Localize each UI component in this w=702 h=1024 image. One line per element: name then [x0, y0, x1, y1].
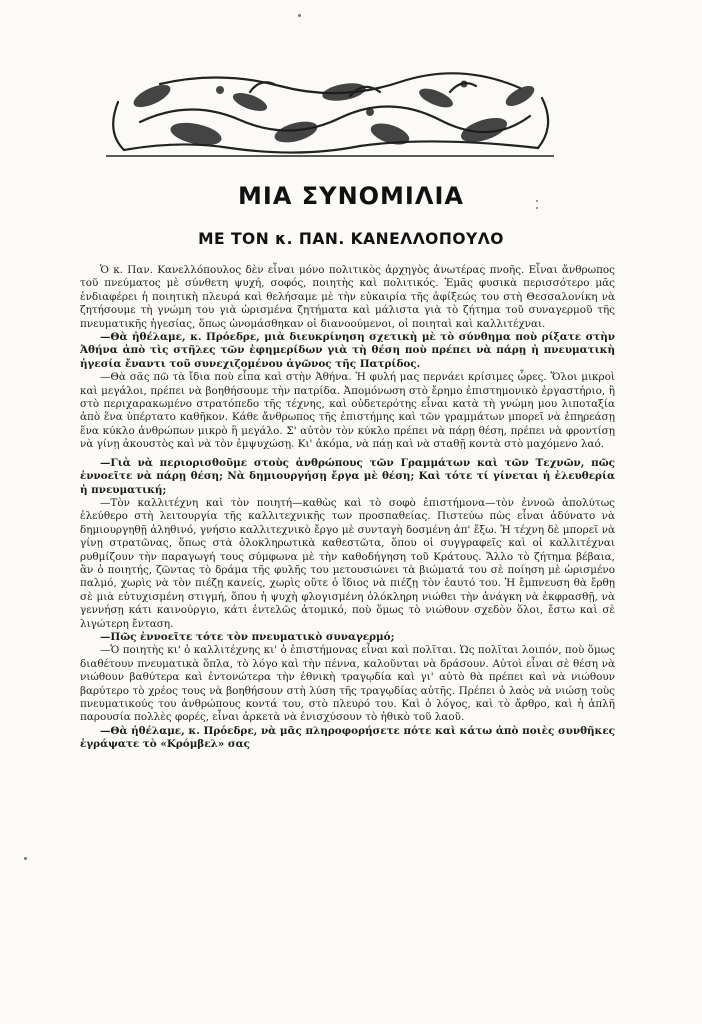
answer-paragraph: —Ὁ ποιητὴς κι' ὁ καλλιτέχνης κι' ὁ ἐπιστήμονας εἶναι καὶ πολῖται. Ὡς πολῖται λοιπόν, ποὺ ὅμως διαθέτουν πνευματικὰ ὅπλα, τὸ λόγο καὶ τὴν πέννα, καλοῦνται νὰ δράσουν. Αὐτοὶ εἶναι σὲ θέση νὰ νιώθουν βαθύτερα καὶ ἐντονώτερα τὴν ἐθνικὴ τραγῳδία καὶ γι' αὐτὸ θὰ πρέπει καὶ νὰ νιώθουν βαρύτερο τὸ χρέος τους νὰ βοηθήσουν στὴ λύση τῆς τραγῳδίας αὐτῆς. Πρέπει ὁ λαὸς νὰ νιώσῃ τοὺς πνευματικούς του ἀνθρώπους κοντά του, στὸ πλευρό του. Καὶ ὁ λόγος, καὶ τὸ ἄρθρο, καὶ ἡ ἁπλῆ παρουσία πολλὲς φορές, εἶναι ἀρκετὰ νὰ ἐνισχύσουν τὸ ἠθικὸ τοῦ λαοῦ.: [80, 644, 615, 724]
answer-paragraph: —Θὰ σᾶς πῶ τὰ ἴδια ποὺ εἶπα καὶ στὴν Ἀθήνα. Ἡ φυλή μας περνάει κρίσιμες ὧρες. Ὅλοι μικροὶ καὶ μεγάλοι, πρέπει νὰ βοηθήσουμε τὴν πατρίδα. Ἀπομόνωση στὸ ἔρημο ἐπιστημονικὸ ἐργαστήριο, ἢ στὸ περιχαρακωμένο στρατόπεδο τῆς τέχνης, καὶ οὐδετερότης εἶναι κατὰ τὴ γνώμη μου λιποταξία ἀπὸ ἕνα ὑπέρτατο καθῆκον. Κάθε ἄνθρωπος τῆς ἐπιστήμης καὶ τῶν γραμμάτων μπορεῖ νὰ ἐπηρεάσῃ ἕνα κύκλο ἀνθρώπων μικρὸ ἢ μεγάλο. Σ' αὐτὸν τὸν κύκλο πρέπει νὰ πάρῃ θέση, πρέπει νὰ φροντίσῃ νὰ γίνῃ ἀκουστὸς καὶ νὰ τὸν ἐμψυχώσῃ. Κι' ἀκόμα, νὰ πάῃ καὶ νὰ σταθῇ κοντὰ στὸ μαχόμενο λαό.: [80, 371, 615, 451]
question-paragraph: —Γιὰ νὰ περιορισθοῦμε στοὺς ἀνθρώπους τῶν Γραμμάτων καὶ τῶν Τεχνῶν, πῶς ἐννοεῖτε νὰ πάρῃ θέση; Νὰ δημιουργήσῃ ἔργα μὲ θέση; Καὶ τότε τί γίνεται ἡ ἐλευθερία ἡ πνευματική;: [80, 456, 615, 496]
article-body: [80, 264, 615, 752]
article-subtitle: ΜΕ ΤΟΝ κ. ΠΑΝ. ΚΑΝΕΛΛΟΠΟΥΛΟ: [198, 230, 504, 248]
answer-paragraph: —Τὸν καλλιτέχνη καὶ τὸν ποιητή—καθὼς καὶ τὸ σοφὸ ἐπιστήμονα—τὸν ἐννοῶ ἀπολύτως ἐλεύθερο στὴ λειτουργία τῆς καλλιτεχνικῆς των προσπαθείας. Πιστεύω πὼς εἶναι ἀδύνατο νὰ δημιουργηθῇ ἀληθινό, γνήσιο καλλιτεχνικὸ ἔργο μὲ συνταγὴ δοσμένη ἀπ' ἔξω. Ἡ τέχνη δὲ μπορεῖ νὰ γίνῃ στρατῶνας, ὅπως στὰ ὁλοκληρωτικὰ καθεστῶτα, ὅπου οἱ συγγραφεῖς καὶ οἱ καλλιτέχναι ρυθμίζουν τὴν παραγωγή τους σύμφωνα μὲ τὴν καθοδήγηση τοῦ Κράτους. Ἄλλο τὸ ζήτημα βέβαια, ἂν ὁ ποιητής, ζῶντας τὸ δράμα τῆς φυλῆς του μετουσιώνει τὰ βιώματά του σὲ ποίηση μὲ ὡρισμένο παλμό, χωρὶς νὰ τὸν πιέζῃ κανείς, χωρὶς οὔτε ὁ ἴδιος νὰ πιέζῃ τὸν ἑαυτό του. Ἡ ἔμπνευση θὰ ἔρθῃ σὲ μιὰ εὐτυχισμένη στιγμή, ὅπου ἡ ψυχὴ φλογισμένη ὁλόκληρη νιώθει τὴν ἀνάγκη νὰ ἐκφρασθῇ, νὰ γεννήσῃ κάτι καινούργιο, κάτι ἐντελῶς ἀτομικό, ποὺ ὅμως τὸ νιώθουν σχεδὸν ὅλοι, ἔστω καὶ σὲ λιγώτερη ἔνταση.: [80, 496, 615, 630]
floral-ornament-header: [100, 62, 560, 160]
speck-mark: [24, 857, 27, 860]
question-paragraph: —Θὰ ἠθέλαμε, κ. Πρόεδρε, νὰ μᾶς πληροφορήσετε πότε καὶ κάτω ἀπὸ ποιὲς συνθῆκες ἐγράψατε τὸ «Κρόμβελ» σας: [80, 724, 615, 751]
question-paragraph: —Θὰ ἠθέλαμε, κ. Πρόεδρε, μιὰ διευκρίνηση σχετικὴ μὲ τὸ σύνθημα ποὺ ρίξατε στὴν Ἀθήνα ἀπὸ τὶς στῆλες τῶν ἐφημερίδων γιὰ τὴ θέση ποὺ πρέπει νὰ πάρῃ ἡ πνευματικὴ ἡγεσία ἔναντι τοῦ συνεχιζομένου ἀγῶνος τῆς Πατρίδος.: [80, 331, 615, 370]
question-paragraph: —Πῶς ἐννοεῖτε τότε τὸν πνευματικὸ συναγερμό;: [100, 630, 395, 643]
intro-paragraph: Ὁ κ. Παν. Κανελλόπουλος δὲν εἶναι μόνο πολιτικὸς ἀρχηγὸς ἀνωτέρας πνοῆς. Εἶναι ἄνθρωπος τοῦ πνεύματος μὲ σύνθετη ψυχή, σοφός, ποιητὴς καὶ πολιτικός. Ἐμᾶς φυσικὰ περισσότερο μᾶς ἐνδιαφέρει ἡ ποιητικὴ πλευρά καὶ θελήσαμε μὲ τὴν εὐκαιρία τῆς ἀφίξεώς του στὴ Θεσσαλονίκη νὰ ζητήσουμε τὴ γνώμη του γιὰ ὡρισμένα ζητήματα καὶ μάλιστα γιὰ τὸ ζήτημα τοῦ συναγερμοῦ τῆς πνευματικῆς ἡγεσίας, ὅπως ὠνομάσθηκαν οἱ διανοούμενοι, οἱ ποιηταὶ καὶ καλλιτέχναι.: [80, 264, 615, 330]
speck-mark: [298, 14, 301, 17]
article-title: ΜΙΑ ΣΥΝΟΜΙΛΙΑ: [238, 182, 464, 210]
